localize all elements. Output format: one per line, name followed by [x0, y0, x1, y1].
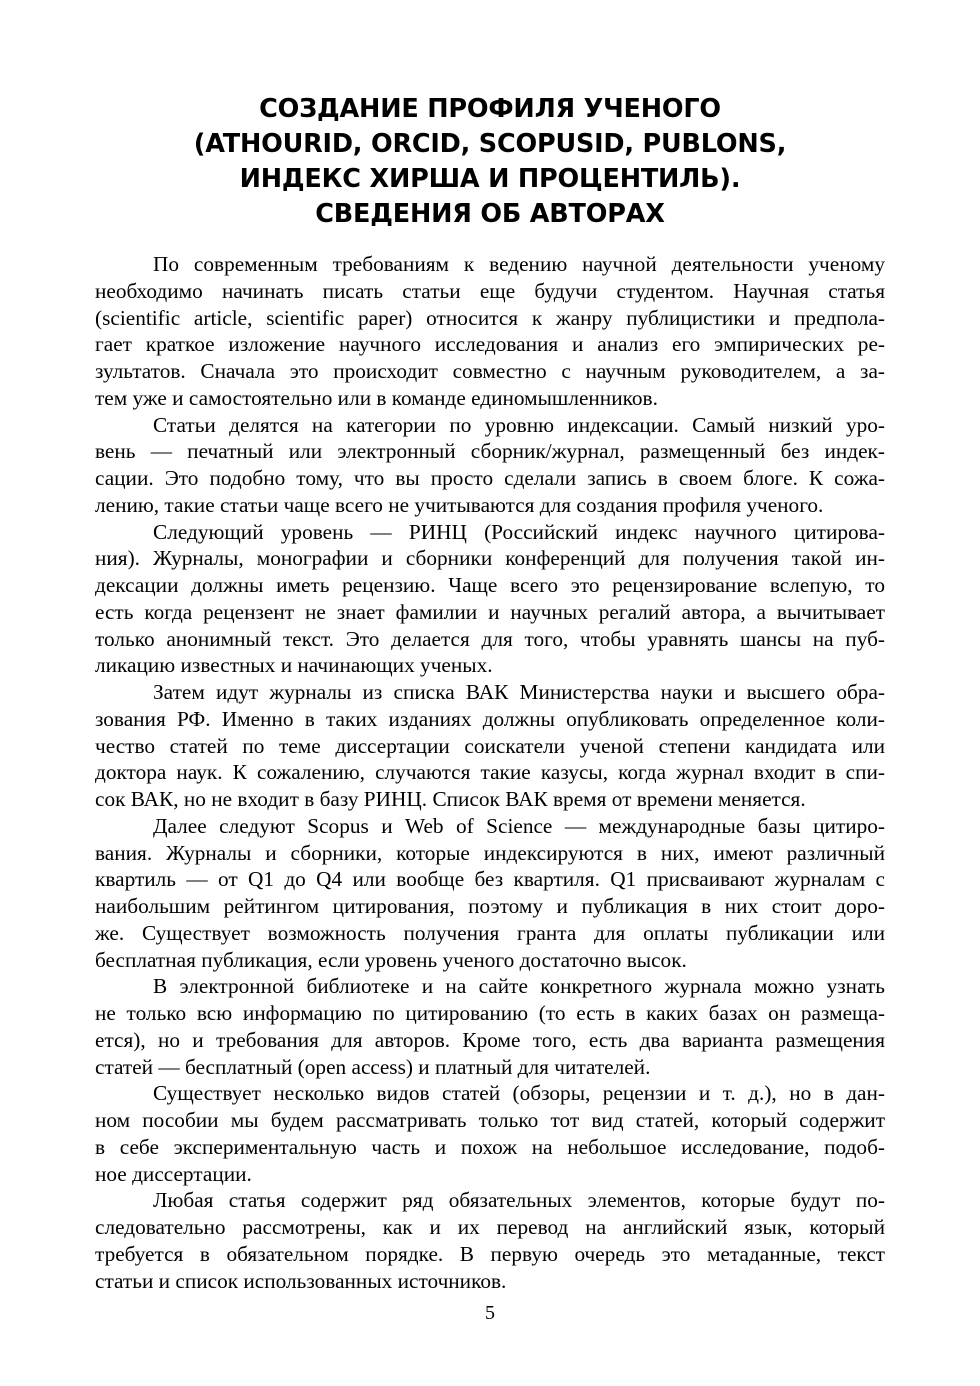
- text-line: Существует несколько видов статей (обзоры, рецензии и т. д.), но в дан-: [153, 1081, 885, 1106]
- text-line: ется), но и требования для авторов. Кроме того, есть два варианта размещения: [95, 1027, 885, 1052]
- text-line: гает краткое изложение научного исследования и анализ его эмпирических ре-: [95, 332, 885, 357]
- paragraph-4: [95, 679, 885, 813]
- page-title: [95, 92, 885, 232]
- text-line: наибольшим рейтингом цитирования, поэтому и публикация в них стоит доро-: [95, 894, 885, 918]
- text-line: статьи и список использованных источников.: [95, 1268, 507, 1293]
- text-line: Любая статья содержит ряд обязательных элементов, которые будут по-: [153, 1188, 885, 1213]
- text-line: в себе экспериментальную часть и похож на небольшое исследование, подоб-: [95, 1134, 885, 1159]
- text-line: По современным требованиям к ведению научной деятельности ученому: [153, 252, 885, 276]
- paragraph-2: [95, 412, 885, 519]
- text-line: ном пособии мы будем рассматривать только тот вид статей, который содержит: [95, 1108, 885, 1132]
- text-line: необходимо начинать писать статьи еще будучи студентом. Научная статья: [95, 278, 885, 303]
- paragraph-6: [95, 973, 885, 1080]
- paragraph-8: [95, 1187, 885, 1294]
- text-line: квартиль — от Q1 до Q4 или вообще без квартиля. Q1 присваивают журналам с: [95, 867, 885, 892]
- paragraph-7: [95, 1080, 885, 1187]
- text-line: только анонимный текст. Это делается для того, чтобы уравнять шансы на пуб-: [95, 626, 885, 651]
- text-line: бесплатная публикация, если уровень ученого достаточно высок.: [95, 947, 687, 972]
- text-line: статей — бесплатный (open access) и платный для читателей.: [95, 1054, 651, 1079]
- text-line: Затем идут журналы из списка ВАК Министерства науки и высшего обра-: [153, 680, 885, 704]
- text-line: зования РФ. Именно в таких изданиях должны опубликовать определенное коли-: [95, 706, 885, 731]
- text-line: В электронной библиотеке и на сайте конкретного журнала можно узнать: [153, 974, 885, 999]
- text-line: ликацию известных и начинающих ученых.: [95, 653, 493, 678]
- title-line: (ATHOURID, ORCID, SCOPUSID, PUBLONS,: [193, 129, 787, 159]
- text-line: вень — печатный или электронный сборник/журнал, размещенный без индек-: [95, 439, 885, 464]
- text-line: дексации должны иметь рецензию. Чаще всего это рецензирование вслепую, то: [95, 573, 885, 597]
- text-line: лению, такие статьи чаще всего не учитываются для создания профиля ученого.: [95, 492, 824, 517]
- paragraph-3: [95, 519, 885, 680]
- text-line: следовательно рассмотрены, как и их перевод на английский язык, который: [95, 1215, 885, 1239]
- paragraph-5: [95, 813, 885, 974]
- text-line: есть когда рецензент не знает фамилии и научных регалий автора, а вычитывает: [95, 599, 885, 624]
- title-line: ИНДЕКС ХИРША И ПРОЦЕНТИЛЬ).: [239, 164, 741, 194]
- text-line: доктора наук. К сожалению, случаются такие казусы, когда журнал входит в спи-: [95, 760, 885, 785]
- text-line: не только всю информацию по цитированию (то есть в каких базах он размеща-: [95, 1001, 885, 1025]
- text-line: Статьи делятся на категории по уровню индексации. Самый низкий уро-: [153, 412, 885, 437]
- title-line: СОЗДАНИЕ ПРОФИЛЯ УЧЕНОГО: [259, 94, 721, 124]
- page-number: 5: [485, 1302, 495, 1324]
- text-line: требуется в обязательном порядке. В первую очередь это метаданные, текст: [95, 1241, 885, 1266]
- text-line: зультатов. Сначала это происходит совместно с научным руководителем, а за-: [95, 359, 885, 383]
- text-line: ное диссертации.: [95, 1161, 252, 1186]
- text-line: (scientific article, scientific paper) относится к жанру публицистики и предпола-: [95, 305, 885, 330]
- title-line: СВЕДЕНИЯ ОБ АВТОРАХ: [315, 199, 665, 229]
- body-text: [95, 251, 885, 1294]
- text-line: Следующий уровень — РИНЦ (Российский индекс научного цитирова-: [153, 519, 885, 544]
- text-line: же. Существует возможность получения гранта для оплаты публикации или: [95, 920, 885, 945]
- text-line: сации. Это подобно тому, что вы просто сделали запись в своем блоге. К сожа-: [95, 466, 885, 490]
- text-line: тем уже и самостоятельно или в команде единомышленников.: [95, 385, 658, 410]
- text-line: сок ВАК, но не входит в базу РИНЦ. Список ВАК время от времени меняется.: [95, 787, 806, 811]
- text-line: вания. Журналы и сборники, которые индексируются в них, имеют различный: [95, 840, 885, 865]
- text-line: Далее следуют Scopus и Web of Science — международные базы цитиро-: [153, 813, 885, 838]
- text-line: чество статей по теме диссертации соискатели ученой степени кандидата или: [95, 733, 885, 758]
- text-line: ния). Журналы, монографии и сборники конференций для получения такой ин-: [95, 546, 885, 571]
- paragraph-1: [95, 251, 885, 412]
